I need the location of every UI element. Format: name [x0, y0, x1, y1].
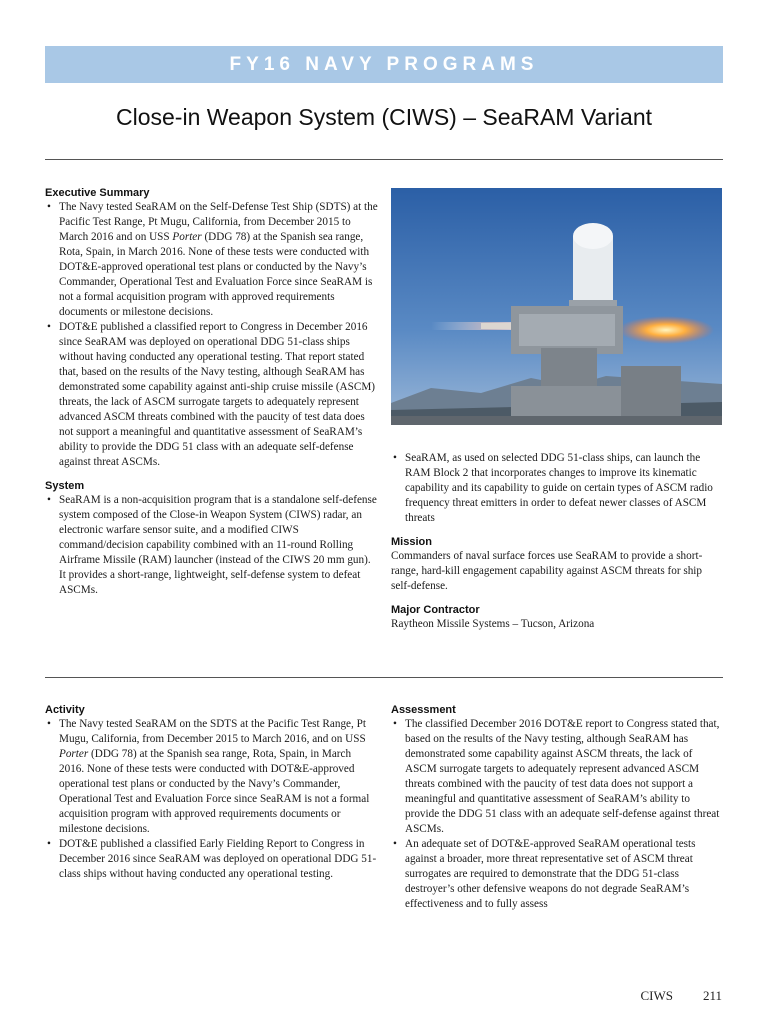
executive-summary-bullet: • DOT&E published a classified report to Congress in December 2016 since SeaRAM was deployed on operational DDG 51-class ships without having conducted any operational testing. That report stated that, based on the results of the Navy testing, although SeaRAM has demonstrated some capability against anti-ship cruise missile (ASCM) threats, the lack of ASCM surrogate targets to adequately represent advanced ASCM threats combined with the paucity of test data does not support a meaningful and quantitative assessment of SeaRAM’s ability to provide the DDG 51 class with an adequate self-defense against threat ASCMs.: [45, 320, 378, 470]
mission-heading: Mission: [391, 536, 432, 548]
executive-summary-heading: Executive Summary: [45, 187, 150, 199]
page-title: Close-in Weapon System (CIWS) – SeaRAM Variant: [116, 104, 652, 130]
middle-divider: [45, 677, 723, 678]
right-column-upper: [391, 451, 723, 641]
searam-photo: [391, 188, 722, 425]
left-column-upper: [45, 186, 378, 607]
activity-heading: Activity: [45, 704, 85, 716]
header-banner: FY16 NAVY PROGRAMS: [45, 46, 723, 83]
system-section: [45, 479, 378, 598]
contractor-text: Raytheon Missile Systems – Tucson, Arizona: [391, 618, 595, 630]
assessment-list: [391, 717, 723, 912]
mission-section: [391, 535, 723, 594]
system-list: [45, 493, 378, 598]
assessment-bullet: • An adequate set of DOT&E-approved SeaRAM operational tests against a broader, more threat representative set of ASCM threat surrogates are required to demonstrate that the DDG 51-class destroyer’s other defensive weapons do not degrade SeaRAM’s effectiveness and to fully assess: [391, 837, 723, 912]
activity-list: [45, 717, 378, 882]
executive-summary-list-continued: [391, 451, 723, 526]
mission-text: Commanders of naval surface forces use SeaRAM to provide a short-range, hard-kill engagement capability against ASCM threats for ship self-defense.: [391, 550, 703, 592]
activity-bullet: • DOT&E published a classified Early Fielding Report to Congress in December 2016 since SeaRAM was deployed on operational DDG 51-class ships without having conducted any operational testing.: [45, 837, 378, 882]
page-footer: [610, 988, 722, 1004]
executive-summary-bullet: • The Navy tested SeaRAM on the Self-Defense Test Ship (SDTS) at the Pacific Test Range, Pt Mugu, California, from December 2015 to March 2016 and on USS Porter (DDG 78) at the Spanish sea range, Rota, Spain, in March 2016. None of these tests were conducted with DOT&E-approved operational test plans or conducted by the Navy’s Commander, Operational Test and Evaluation Force since SeaRAM is not a formal acquisition program with approved requirements documents or milestone decisions.: [45, 200, 378, 320]
activity-bullet: • The Navy tested SeaRAM on the SDTS at the Pacific Test Range, Pt Mugu, California, from December 2015 to March 2016, and on USS Porter (DDG 78) at the Spanish sea range, Rota, Spain, in March 2016. None of these tests were conducted with DOT&E-approved operational test plans or conducted by the Navy’s Commander, Operational Test and Evaluation Force since SeaRAM is not a formal acquisition program with approved requirements documents or milestone decisions.: [45, 717, 378, 837]
executive-summary-list: [45, 200, 378, 470]
executive-summary-bullet: • SeaRAM, as used on selected DDG 51-class ships, can launch the RAM Block 2 that incorporates changes to improve its kinematic capability and its capability to guide on certain types of ASCM radio frequency threat emitters in order to defeat newer classes of ASCM threats: [391, 451, 723, 526]
footer-section-label: CIWS: [640, 988, 673, 1003]
contractor-section: [391, 603, 723, 632]
assessment-section: [391, 703, 723, 912]
executive-summary-section: [45, 186, 378, 470]
system-heading: System: [45, 480, 85, 492]
contractor-heading: Major Contractor: [391, 604, 480, 616]
page-number: 211: [702, 988, 722, 1003]
assessment-heading: Assessment: [391, 704, 456, 716]
assessment-bullet: • The classified December 2016 DOT&E report to Congress stated that, based on the results of the Navy testing, although SeaRAM has demonstrated some capability against ASCM threats, the lack of ASCM surrogate targets to adequately represent advanced ASCM threats combined with the paucity of test data does not support a meaningful and quantitative assessment of SeaRAM’s ability to provide the DDG 51 class with an adequate self-defense against threat ASCMs.: [391, 717, 723, 837]
executive-summary-continued: [391, 451, 723, 526]
system-bullet: • SeaRAM is a non-acquisition program that is a standalone self-defense system composed of the Close-in Weapon System (CIWS) radar, an electronic warfare sensor suite, and a modified CIWS command/decision capability combined with an 11-round Rolling Airframe Missile (RAM) launcher (instead of the CIWS 20 mm gun). It provides a short-range, lightweight, self-defense system to defeat ASCMs.: [45, 493, 378, 598]
top-divider: [45, 159, 723, 160]
activity-section: [45, 703, 378, 882]
